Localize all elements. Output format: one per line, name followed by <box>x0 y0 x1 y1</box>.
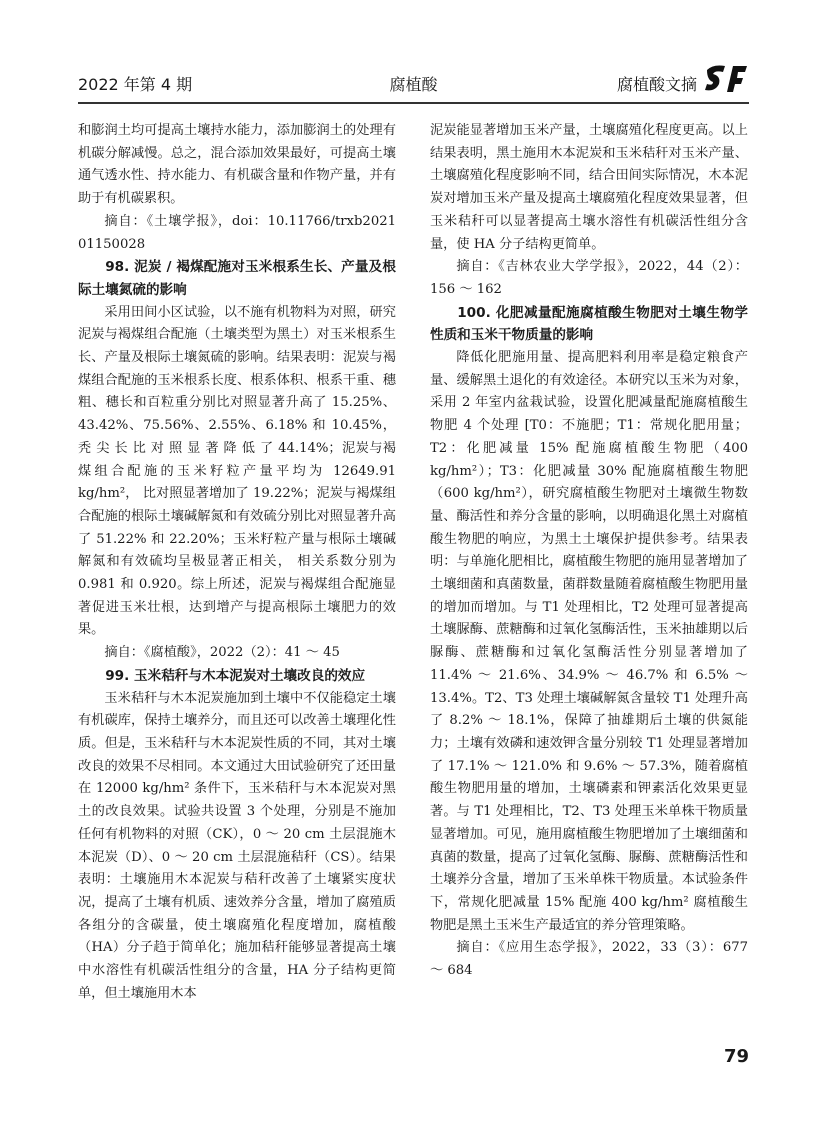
left-column <box>78 120 396 1005</box>
article-99-source: 摘自：《吉林农业大学学报》，2022，44（2）：156 ～ 162 <box>430 259 748 297</box>
continued-paragraph: 和膨润土均可提高土壤持水能力，添加膨润土的处理有机碳分解减慢。总之，混合添加效果最好，可提高土壤通气透水性、持水能力、有机碳含量和作物产量，并有助于有机碳累积。 <box>78 123 396 207</box>
issue-label: 2022 年第 4 期 <box>78 75 193 94</box>
article-100-title: 100. 化肥减量配施腐植酸生物肥对土壤生物学性质和玉米干物质量的影响 <box>430 304 748 344</box>
article-98-title: 98. 泥炭 / 褐煤配施对玉米根系生长、产量及根际土壤氮硫的影响 <box>78 259 396 298</box>
journal-logo-icon <box>703 64 749 94</box>
continued-source: 摘自：《土壤学报》，doi：10.11766/trxb2021 01150028 <box>78 213 396 252</box>
article-99-continued: 泥炭能显著增加玉米产量，土壤腐殖化程度更高。以上结果表明，黑土施用木本泥炭和玉米秸秆对玉米产量、土壤腐殖化程度影响不同，结合田间实际情况，木本泥炭对增加玉米产量及提高土壤腐殖化程度效果显著，但玉米秸秆可以显著提高土壤水溶性有机碳活性组分含量，使 HA 分子结构更简单。 <box>430 123 748 252</box>
section-name: 腐植酸文摘 <box>616 75 697 94</box>
article-99-title: 99. 玉米秸秆与木本泥炭对土壤改良的效应 <box>105 667 366 684</box>
page-number: 79 <box>723 1046 749 1067</box>
header-rule <box>78 102 749 104</box>
article-100-body: 降低化肥施用量、提高肥料利用率是稳定粮食产量、缓解黑土退化的有效途径。本研究以玉米为对象，采用 2 年室内盆栽试验，设置化肥减量配施腐植酸生物肥 4 个处理 [T0：不施肥；T1：常规化肥用量；T2：化肥减量 15% 配施腐植酸生物肥（400 kg/hm²）；T3：化肥减量 30% 配施腐植酸生物肥（600 kg/hm²），研究腐植酸生物肥对土壤微生物数量、酶活性和养分含量的影响，以明确退化黑土对腐植酸生物肥的响应，为黑土土壤保护提供参考。结果表明：与单施化肥相比，腐植酸生物肥的施用显著增加了土壤细菌和真菌数量，菌群数量随着腐植酸生物肥用量的增加而增加。与 T1 处理相比，T2 处理可显著提高土壤脲酶、蔗糖酶和过氧化氢酶活性，玉米抽雄期以后脲酶、蔗糖酶和过氧化氢酶活性分别显著增加了 11.4% ～ 21.6%、34.9% ～ 46.7% 和 6.5% ～ 13.4%。T2、T3 处理土壤碱解氮含量较 T1 处理升高了 8.2% ～ 18.1%，保障了抽雄期后土壤的供氮能力；土壤有效磷和速效钾含量分别较 T1 处理显著增加了 17.1% ～ 121.0% 和 9.6% ～ 57.3%，随着腐植酸生物肥用量的增加，土壤磷素和钾素活化效果更显著。与 T1 处理相比，T2、T3 处理玉米单株干物质量显著增加。可见，施用腐植酸生物肥增加了土壤细菌和真菌的数量，提高了过氧化氢酶、脲酶、蔗糖酶活性和土壤养分含量，增加了玉米单株干物质量。本试验条件下，常规化肥减量 15% 配施 400 kg/hm² 腐植酸生物肥是黑土玉米生产最适宜的养分管理策略。 <box>430 350 748 933</box>
right-column <box>430 120 748 983</box>
article-98-body: 采用田间小区试验，以不施有机物料为对照，研究泥炭与褐煤组合配施（土壤类型为黑土）对玉米根系生长、产量及根际土壤氮硫的影响。结果表明：泥炭与褐煤组合配施的玉米根系长度、根系体积、根系干重、穗粗、穗长和百粒重分别比对照显著升高了 15.25%、43.42%、75.56%、2.55%、6.18% 和 10.45%， 秃 尖 长 比 对 照 显 著 降 低 了 44.14%；泥炭与褐煤组合配施的玉米籽粒产量平均为 12649.91 kg/hm²， 比对照显著增加了 19.22%；泥炭与褐煤组合配施的根际土壤碱解氮和有效硫分别比对照显著升高了 51.22% 和 22.20%；玉米籽粒产量与根际土壤碱解氮和有效硫均呈极显著正相关， 相关系数分别为 0.981 和 0.920。综上所述，泥炭与褐煤组合配施显著促进玉米壮根，达到增产与提高根际土壤肥力的效果。 <box>78 304 396 638</box>
page-header <box>78 64 749 100</box>
journal-name: 腐植酸 <box>389 75 438 94</box>
article-98-source: 摘自：《腐植酸》，2022（2）：41 ～ 45 <box>104 645 340 661</box>
article-99-body: 玉米秸秆与木本泥炭施加到土壤中不仅能稳定土壤有机碳库，保持土壤养分，而且还可以改善土壤理化性质。但是，玉米秸秆与木本泥炭性质的不同，其对土壤改良的效果不尽相同。本文通过大田试验研究了还田量在 12000 kg/hm² 条件下，玉米秸秆与木本泥炭对黑土的改良效果。试验共设置 3 个处理，分别是不施加任何有机物料的对照（CK），0 ～ 20 cm 土层混施木本泥炭（D）、0 ～ 20 cm 土层混施秸秆（CS）。结果表明：土壤施用木本泥炭与秸秆改善了土壤紧实度状况，提高了土壤有机质、速效养分含量，增加了腐殖质各组分的含碳量，使土壤腐殖化程度增加，腐植酸（HA）分子趋于简单化；施加秸秆能够显著提高土壤中水溶性有机碳活性组分的含量，HA 分子结构更简单，但土壤施用木本 <box>78 690 396 1001</box>
article-100-source: 摘自：《应用生态学报》，2022，33（3）：677 ～ 684 <box>430 940 748 979</box>
